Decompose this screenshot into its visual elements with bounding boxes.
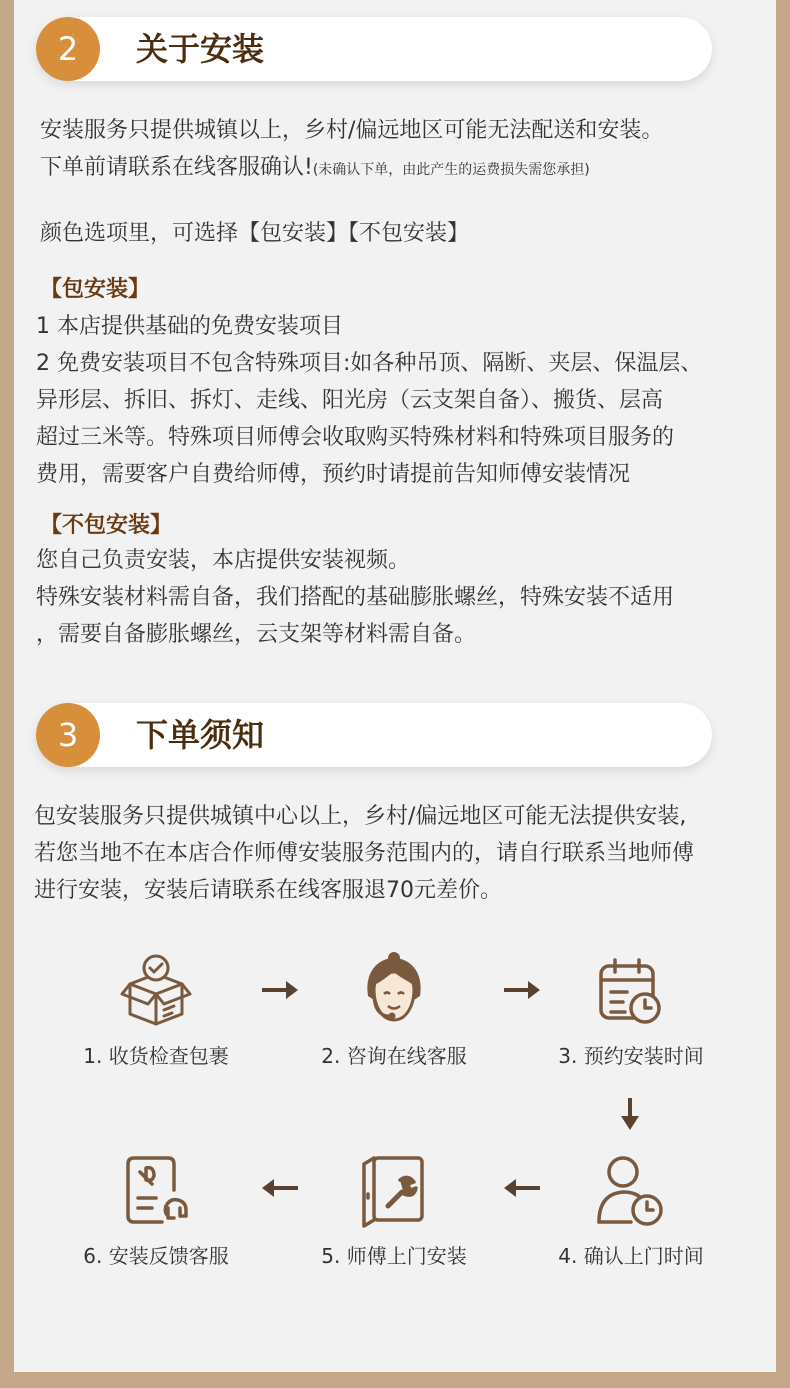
section-header-order (36, 703, 712, 767)
step-label: 2. 咨询在线客服 (321, 1044, 467, 1068)
without-install-line-3: ，需要自备膨胀螺丝，云支架等材料需自备。 (36, 622, 477, 647)
step-label: 3. 预约安装时间 (558, 1044, 704, 1068)
content-panel (14, 0, 776, 1372)
with-install-line-1: 1 本店提供基础的免费安装项目 (36, 314, 343, 339)
with-install-line-4: 超过三米等。特殊项目师傅会收取购买特殊材料和特殊项目服务的 (36, 425, 675, 450)
step-5 (284, 1150, 504, 1269)
with-install-line-3: 异形层、拆旧、拆灯、走线、阳光房（云支架自备）、搬货、层高 (36, 388, 664, 413)
package-check-icon (116, 950, 196, 1030)
section-header-install (36, 17, 712, 81)
install-notice-line2 (40, 149, 590, 189)
with-install-heading: 【包安装】 (40, 277, 151, 302)
step-2 (284, 950, 504, 1069)
without-install-heading: 【不包安装】 (40, 513, 173, 538)
install-choose-text: 颜色选项里，可选择【包安装】【不包安装】 (40, 221, 470, 246)
step-label: 4. 确认上门时间 (558, 1244, 704, 1268)
step-3 (521, 950, 741, 1069)
step-6 (46, 1150, 266, 1269)
calendar-clock-icon (591, 950, 671, 1030)
step-label: 1. 收货检查包裹 (83, 1044, 229, 1068)
arrow-down-icon (618, 1096, 642, 1132)
install-notice-note: (未确认下单，由此产生的运费损失需您承担) (312, 162, 590, 178)
section-title: 下单须知 (136, 716, 265, 754)
without-install-line-2: 特殊安装材料需自备，我们搭配的基础膨胀螺丝，特殊安装不适用 (36, 585, 675, 610)
step-label: 5. 师傅上门安装 (321, 1244, 467, 1268)
section-number: 2 (36, 17, 100, 81)
with-install-line-5: 费用，需要客户自费给师傅，预约时请提前告知师傅安装情况 (36, 462, 631, 487)
feedback-document-icon (116, 1150, 196, 1230)
without-install-line-1: 您自己负责安装，本店提供安装视频。 (36, 548, 411, 573)
customer-service-icon (354, 950, 434, 1030)
user-clock-icon (591, 1150, 671, 1230)
with-install-line-2: 2 免费安装项目不包含特殊项目:如各种吊顶、隔断、夹层、保温层、 (36, 351, 703, 376)
install-notice-main: 下单前请联系在线客服确认! (40, 155, 313, 180)
door-wrench-icon (354, 1150, 434, 1230)
step-label: 6. 安装反馈客服 (83, 1244, 229, 1268)
install-notice-line1: 安装服务只提供城镇以上，乡村/偏远地区可能无法配送和安装。 (40, 118, 664, 143)
order-line-2: 若您当地不在本店合作师傅安装服务范围内的，请自行联系当地师傅 (34, 841, 695, 866)
order-line-3: 进行安装，安装后请联系在线客服退70元差价。 (34, 878, 502, 903)
step-4 (521, 1150, 741, 1269)
section-number: 3 (36, 703, 100, 767)
order-line-1: 包安装服务只提供城镇中心以上，乡村/偏远地区可能无法提供安装, (34, 804, 687, 829)
section-title: 关于安装 (136, 30, 265, 68)
step-1 (46, 950, 266, 1069)
